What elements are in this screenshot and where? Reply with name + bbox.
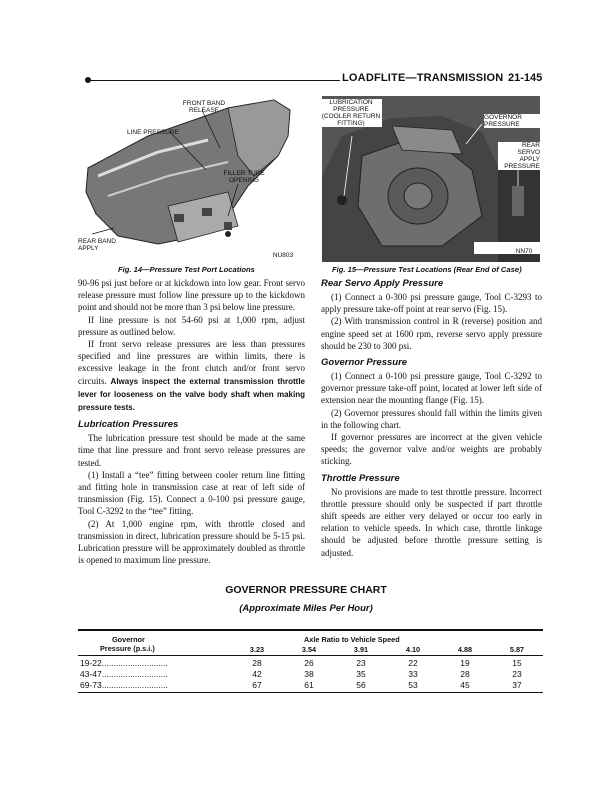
table-bottom-rule xyxy=(78,692,543,693)
table-cell: 45 xyxy=(460,680,470,690)
heading-throttle-pressure: Throttle Pressure xyxy=(321,472,400,484)
heading-governor-pressure: Governor Pressure xyxy=(321,357,408,369)
paragraph-lubrication-step-2: (2) At 1,000 engine rpm, with throttle closed and transmission in direct, lubrication pressure should be 5-15 psi. Lubrication pressure will be approximately doubled as throttle is opened to maximum line pressure. xyxy=(78,518,305,566)
callout-filler-tube-opening: FILLER TUBE OPENING xyxy=(223,170,265,184)
callout-governor-pressure: GOVERNOR PRESSURE xyxy=(484,114,542,128)
paragraph-governor-incorrect: If governor pressures are incorrect at the given vehicle speeds; the governor valve and/or weights are probably sticking. xyxy=(321,432,542,467)
inspect-throttle-lever-note: Always inspect the external transmission throttle lever for looseness on the valve body shaft when making pressure tests. xyxy=(78,376,305,413)
ratio-header: 3.91 xyxy=(353,645,369,654)
table-cell: 42 xyxy=(252,669,262,679)
row-pressure: 19-22............................ xyxy=(80,658,168,668)
table-cell: 67 xyxy=(252,680,262,690)
col-header-governor: Governor xyxy=(112,635,145,644)
table-cell: 26 xyxy=(304,658,314,668)
chart-subtitle: (Approximate Miles Per Hour) xyxy=(239,603,373,614)
table-cell: 15 xyxy=(512,658,522,668)
paragraph-adjust-pressure: If line pressure is not 54-60 psi at 1,000 rpm, adjust pressure as outlined below. xyxy=(78,314,305,337)
table-cell: 23 xyxy=(356,658,366,668)
figure-15-code: NN70 xyxy=(515,248,533,255)
ratio-header: 5.87 xyxy=(509,645,525,654)
table-cell: 56 xyxy=(356,680,366,690)
callout-front-band-release: FRONT BAND RELEASE xyxy=(182,100,226,114)
paragraph-rear-servo-step-1: (1) Connect a 0-300 psi pressure gauge, Tool C-3293 to apply pressure take-off point at rear servo (Fig. 15). xyxy=(321,292,542,315)
table-cell: 28 xyxy=(252,658,262,668)
callout-line-pressure: LINE PRESSURE xyxy=(126,129,180,136)
ratio-header: 4.10 xyxy=(405,645,421,654)
right-column xyxy=(321,277,542,559)
ratio-header: 3.54 xyxy=(301,645,317,654)
ratio-header: 3.23 xyxy=(249,645,265,654)
paragraph-governor-step-2: (2) Governor pressures should fall within the limits given in the following chart. xyxy=(321,407,542,430)
figure-15-caption: Fig. 15—Pressure Test Locations (Rear End of Case) xyxy=(332,265,522,274)
table-cell: 37 xyxy=(512,680,522,690)
page-number: 21-145 xyxy=(508,72,543,84)
paragraph-governor-step-1: (1) Connect a 0-100 psi pressure gauge, Tool C-3292 to governor pressure take-off point, located at lower left side of extension near the mounting flange (Fig. 15). xyxy=(321,371,542,406)
ratio-header: 4.88 xyxy=(457,645,473,654)
chart-title: GOVERNOR PRESSURE CHART xyxy=(225,584,387,596)
table-top-rule xyxy=(78,629,543,631)
paragraph-lubrication-step-1: (1) Install a “tee” fitting between cooler return line fitting and fitting hole in transmission case at rear of left side of transmission (Fig. 15). Connect a 0-100 psi pressure gauge, Tool C-3292 to the “tee” fitting. xyxy=(78,469,305,517)
row-pressure: 43-47............................ xyxy=(80,669,168,679)
paragraph-line-pressure-kickdown: 90-96 psi just before or at kickdown into low gear. Front servo release pressure must follow line pressure up to the kickdown point and should not be more than 3 psi below line pressure. xyxy=(78,278,305,313)
left-column xyxy=(78,277,305,566)
table-cell: 35 xyxy=(356,669,366,679)
figure-14-code: NU803 xyxy=(272,252,294,259)
table-header-rule xyxy=(78,655,543,656)
table-cell: 22 xyxy=(408,658,418,668)
table-cell: 61 xyxy=(304,680,314,690)
header-rule xyxy=(88,80,340,81)
callout-lubrication-pressure: LUBRICATION PRESSURE (COOLER RETURN FITTING) xyxy=(321,99,381,127)
paragraph-lubrication-intro: The lubrication pressure test should be made at the same time that line pressure and front servo release pressures are tested. xyxy=(78,433,305,468)
col-header-axle-ratio: Axle Ratio to Vehicle Speed xyxy=(304,635,400,644)
paragraph-rear-servo-step-2: (2) With transmission control in R (reverse) position and engine speed set at 1600 rpm, reverse servo apply pressure should be 230 to 300 psi. xyxy=(321,316,542,351)
table-cell: 28 xyxy=(460,669,470,679)
callout-rear-servo-apply: REAR SERVO APPLY PRESSURE xyxy=(498,142,540,170)
heading-rear-servo-apply-pressure: Rear Servo Apply Pressure xyxy=(321,278,444,289)
table-cell: 19 xyxy=(460,658,470,668)
col-header-pressure-psi: Pressure (p.s.i.) xyxy=(100,644,155,653)
table-cell: 38 xyxy=(304,669,314,679)
callout-rear-band-apply: REAR BAND APPLY xyxy=(78,238,116,252)
paragraph-throttle-pressure: No provisions are made to test throttle pressure. Incorrect throttle pressure should only be suspected if part throttle shift speeds are either very delayed or occur too early in relation to vehicle speeds. In which case, throttle linkage should be adjusted before throttle pressure setting is adjusted. xyxy=(321,486,542,558)
row-pressure: 69-73............................ xyxy=(80,680,168,690)
running-header-title: LOADFLITE—TRANSMISSION xyxy=(342,72,504,84)
table-cell: 53 xyxy=(408,680,418,690)
paragraph-front-servo-leakage: If front servo release pressures are less than pressures specified and line pressures are within limits, there is excessive leakage in the front clutch and/or front servo circuits. Always inspect the external transmission throttle lever for looseness on the valve body shaft when making pressure tests. xyxy=(78,339,305,413)
heading-lubrication-pressures: Lubrication Pressures xyxy=(78,419,179,431)
table-cell: 33 xyxy=(408,669,418,679)
figure-14-caption: Fig. 14—Pressure Test Port Locations xyxy=(118,265,255,274)
table-cell: 23 xyxy=(512,669,522,679)
